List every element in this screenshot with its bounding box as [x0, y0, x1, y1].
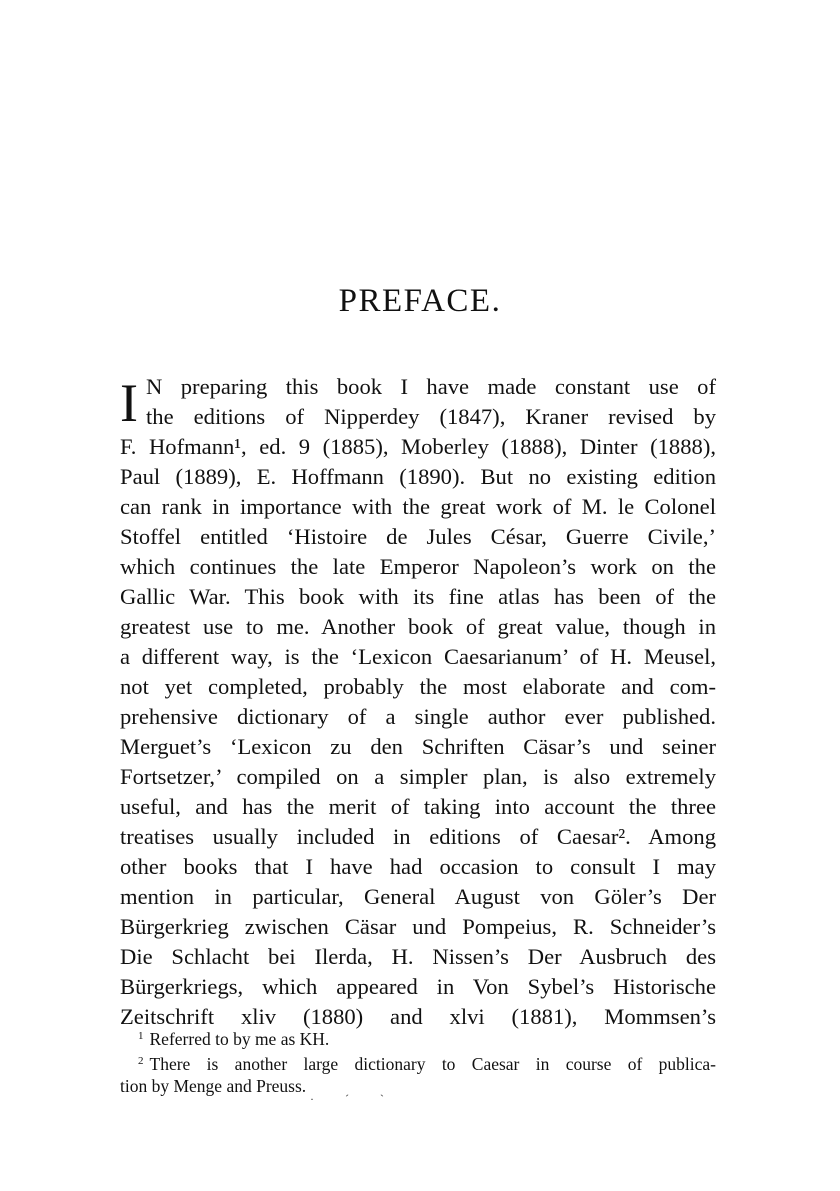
text-line-1-content: N preparing this book I have made constant use of [146, 374, 716, 399]
text-line: which continues the late Emperor Napoleon’s work on the [120, 554, 716, 579]
text-line: Paul (1889), E. Hoffmann (1890). But no existing edition [120, 464, 716, 489]
print-specks: · ˊ ˋ [310, 1092, 398, 1106]
text-line: other books that I have had occasion to consult I may [120, 854, 716, 879]
text-line: F. Hofmann¹, ed. 9 (1885), Moberley (1888), Dinter (1888), [120, 434, 716, 459]
footnote-1 [120, 1024, 716, 1049]
text-line: Die Schlacht bei Ilerda, H. Nissen’s Der Ausbruch des [120, 944, 716, 969]
text-line: Stoffel entitled ‘Histoire de Jules César, Guerre Civile,’ [120, 524, 716, 549]
text-line: treatises usually included in editions of Caesar². Among [120, 824, 716, 849]
text-line: useful, and has the merit of taking into account the three [120, 794, 716, 819]
text-line: mention in particular, General August von Göler’s Der [120, 884, 716, 909]
footnote-1-mark: 1 [138, 1030, 144, 1042]
footnote-2-mark: 2 [138, 1055, 144, 1067]
page-title: PREFACE. [338, 283, 502, 319]
text-line: prehensive dictionary of a single author ever published. [120, 704, 716, 729]
footnote-1-text: Referred to by me as KH. [149, 1029, 330, 1049]
text-line: Merguet’s ‘Lexicon zu den Schriften Cäsar’s und seiner [120, 734, 716, 759]
footnotes [120, 1024, 716, 1099]
footnote-2 [120, 1049, 716, 1074]
text-line: Fortsetzer,’ compiled on a simpler plan, is also extremely [120, 764, 716, 789]
text-line: Bürgerkrieg zwischen Cäsar und Pompeius, R. Schneider’s [120, 914, 716, 939]
footnote-2-text: There is another large dictionary to Caesar in course of publica- [149, 1054, 716, 1074]
text-line: the editions of Nipperdey (1847), Kraner revised by [146, 404, 716, 429]
text-line: not yet completed, probably the most elaborate and com- [120, 674, 716, 699]
text-line: a different way, is the ‘Lexicon Caesarianum’ of H. Meusel, [120, 644, 716, 669]
text-line: Bürgerkriegs, which appeared in Von Sybel’s Historische [120, 974, 716, 999]
text-line: can rank in importance with the great work of M. le Colonel [120, 494, 716, 519]
text-line: greatest use to me. Another book of great value, though in [120, 614, 716, 639]
footnote-2-continuation: tion by Menge and Preuss. [120, 1076, 307, 1096]
drop-cap: I [120, 373, 138, 433]
text-line: Zeitschrift xliv (1880) and xlvi (1881), Mommsen’s [120, 1004, 716, 1029]
preface-body [120, 372, 716, 1032]
text-line: Gallic War. This book with its fine atlas has been of the [120, 584, 716, 609]
